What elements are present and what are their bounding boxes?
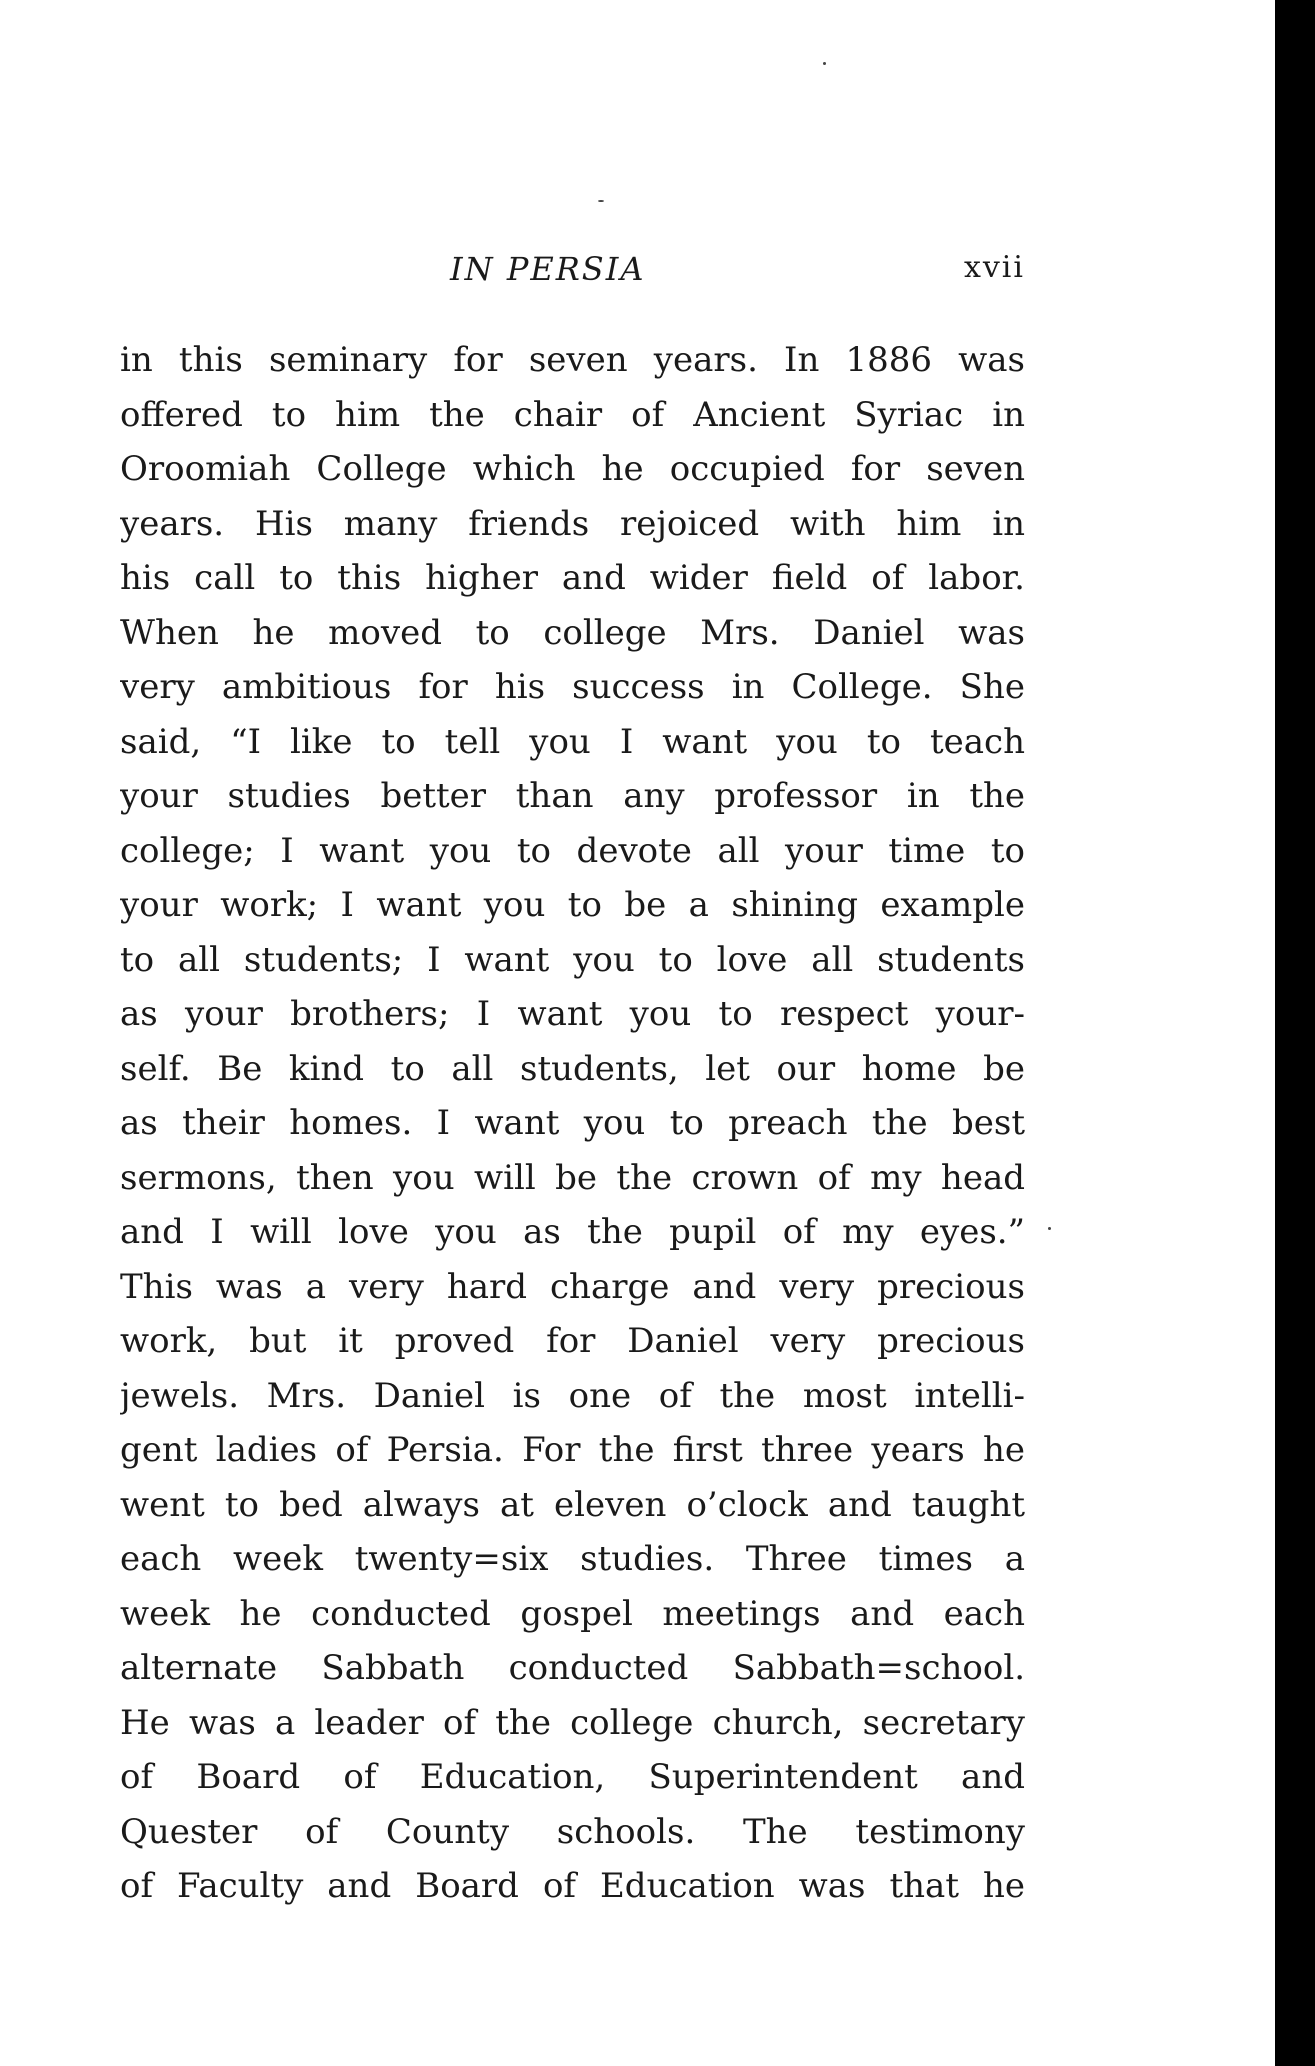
text-line: week he conducted gospel meetings and each bbox=[120, 1593, 1025, 1634]
text-line: sermons, then you will be the crown of my head bbox=[120, 1157, 1025, 1198]
text-line: Quester of County schools. The testimony bbox=[120, 1811, 1025, 1852]
text-line: college; I want you to devote all your time to bbox=[120, 830, 1025, 871]
text-line: his call to this higher and wider field of labor. bbox=[120, 558, 1025, 598]
scan-speck bbox=[598, 200, 604, 202]
text-line: When he moved to college Mrs. Daniel was bbox=[120, 612, 1025, 653]
text-line: of Board of Education, Superintendent and bbox=[120, 1757, 1025, 1797]
text-line: gent ladies of Persia. For the first three years he bbox=[120, 1430, 1025, 1470]
text-line: years. His many friends rejoiced with him in bbox=[120, 503, 1025, 544]
scan-speck bbox=[1048, 1227, 1051, 1230]
text-line: said, “I like to tell you I want you to teach bbox=[120, 721, 1025, 762]
text-line: and I will love you as the pupil of my eyes.” bbox=[120, 1212, 1025, 1252]
text-line: your studies better than any professor in the bbox=[120, 776, 1025, 816]
text-line: He was a leader of the college church, secretary bbox=[120, 1702, 1025, 1743]
running-title: IN PERSIA bbox=[450, 250, 646, 288]
text-line: Oroomiah College which he occupied for seven bbox=[120, 449, 1025, 489]
text-line: work, but it proved for Daniel very precious bbox=[120, 1321, 1025, 1361]
text-line: very ambitious for his success in College. She bbox=[120, 667, 1025, 707]
running-head bbox=[120, 250, 1025, 290]
text-line: alternate Sabbath conducted Sabbath=school. bbox=[120, 1648, 1025, 1688]
body-text bbox=[120, 333, 1025, 1914]
text-line: went to bed always at eleven o’clock and taught bbox=[120, 1484, 1025, 1525]
page-number: xvii bbox=[963, 250, 1025, 285]
text-line: self. Be kind to all students, let our home be bbox=[120, 1048, 1025, 1089]
scan-speck bbox=[823, 62, 826, 65]
text-line: as their homes. I want you to preach the best bbox=[120, 1103, 1025, 1143]
text-line: in this seminary for seven years. In 1886 was bbox=[120, 340, 1025, 380]
text-line: your work; I want you to be a shining example bbox=[120, 885, 1025, 925]
text-line: jewels. Mrs. Daniel is one of the most intelli- bbox=[120, 1375, 1025, 1416]
text-line: each week twenty=six studies. Three times a bbox=[120, 1539, 1025, 1579]
text-line: of Faculty and Board of Education was that he bbox=[120, 1866, 1025, 1906]
text-line: to all students; I want you to love all students bbox=[120, 939, 1025, 980]
scan-edge-border bbox=[1275, 0, 1315, 2066]
text-line: as your brothers; I want you to respect your- bbox=[120, 994, 1025, 1034]
text-line: offered to him the chair of Ancient Syriac in bbox=[120, 394, 1025, 435]
text-line: This was a very hard charge and very precious bbox=[120, 1266, 1025, 1307]
